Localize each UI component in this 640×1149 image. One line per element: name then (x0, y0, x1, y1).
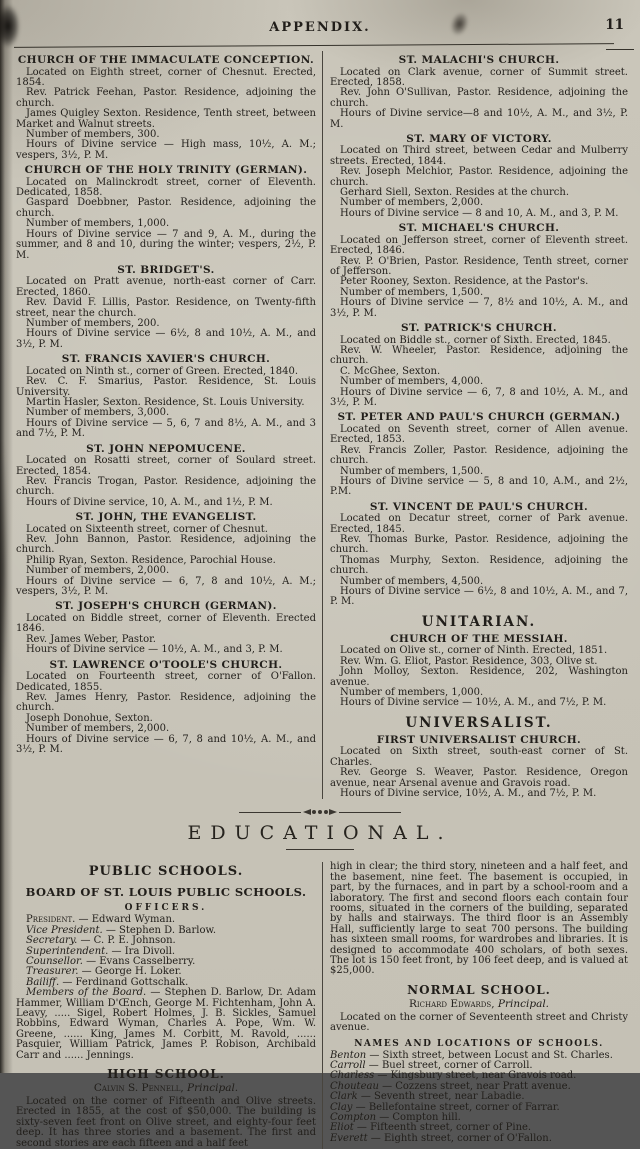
universalist-church-list (330, 735, 628, 800)
church-detail-line: Number of members, 3,000. (26, 407, 170, 419)
church-details (330, 747, 628, 799)
church-detail-line: Hours of Divine service — 10½, A. M., and 3, P. M. (26, 644, 283, 656)
officer-title: Bailiff. (26, 976, 60, 988)
board-members-line (16, 988, 316, 1061)
school-name: Everett (330, 1132, 368, 1144)
officer-title: Vice President. (26, 924, 103, 936)
church-detail-line: Located on Decatur street, corner of Park avenue. Erected, 1845. (330, 513, 628, 535)
school-locations-heading: NAMES AND LOCATIONS OF SCHOOLS. (354, 1038, 604, 1049)
ornament-rule-left (239, 812, 301, 813)
church-detail-line: Hours of Divine service — 5, 6, 7 and 8½, A. M., and 3 and 7½, P. M. (16, 417, 316, 440)
school-name: Compton (330, 1112, 377, 1124)
school-location: — Kingsbury street, near Gravois road. (374, 1070, 577, 1082)
church-detail-line: Located on Fourteenth street, corner of O'Fallon. Dedicated, 1855. (16, 671, 316, 693)
church-details (16, 614, 316, 656)
school-location: — Fifteenth street, corner of Pine. (353, 1122, 532, 1134)
church-name-heading: ST. MALACHI'S CHURCH. (398, 54, 560, 66)
church-detail-line: Number of members, 300. (26, 128, 160, 140)
church-entry (330, 134, 628, 219)
church-detail-line: Number of members, 2,000. (26, 723, 170, 735)
page-number-rule (606, 49, 634, 50)
officer-name: — George H. Loker. (78, 966, 182, 978)
church-detail-line: Hours of Divine service — 6½, 8 and 10½, A. M., and 3½, P. M. (16, 328, 316, 350)
church-detail-line: Peter Rooney, Sexton. Residence, at the Pastor's. (340, 276, 589, 288)
normal-school-description: Located on the corner of Seventeenth street and Christy avenue. (330, 1011, 628, 1034)
board-members-names: — Stephen D. Barlow, Dr. Adam Hammer, William D'Œnch, George M. Fichtenham, John A. Leavy, ..... Sigel, Robert Holmes, J. B. Sickles, Samuel Robbins, Edward Wyman, Charles A. Pope, Wm. W. Greene, ...... King, James M. Corbitt, M. Ravold, ...... Pasquier, William Patrick, James P. Robison, Archibald Carr and ...... Jennings. (16, 987, 316, 1061)
church-detail-line: Hours of Divine service — 8 and 10, A. M., and 3, P. M. (340, 207, 619, 219)
church-detail-line: Number of members, 200. (26, 318, 160, 330)
officers-heading: OFFICERS. (124, 903, 208, 914)
church-detail-line: Number of members, 4,500. (340, 575, 484, 587)
church-detail-line: Rev. Thomas Burke, Pastor. Residence, adjoining the church. (330, 534, 628, 556)
church-detail-line: Rev. John O'Sullivan, Pastor. Residence, adjoining the church. (330, 87, 628, 109)
church-entry (16, 444, 316, 509)
running-head: APPENDIX. (269, 20, 371, 35)
church-detail-line: Gaspard Doebbner, Pastor. Residence, adjoining the church. (16, 197, 316, 219)
church-name-heading: ST. LAWRENCE O'TOOLE'S CHURCH. (49, 658, 283, 671)
church-detail-line: Martin Hasler, Sexton. Residence, St. Louis University. (26, 396, 305, 408)
ornament-dot (312, 810, 316, 814)
church-detail-line: Hours of Divine service — High mass, 10½, A. M.; vespers, 3½, P. M. (16, 139, 316, 161)
church-detail-line: Rev. Francis Trogan, Pastor. Residence, adjoining the church. (16, 475, 316, 498)
unitarian-church-list (330, 634, 628, 709)
church-entry (16, 354, 316, 439)
church-details (16, 277, 316, 350)
church-entry (330, 323, 628, 408)
church-name-heading: ST. FRANCIS XAVIER'S CHURCH. (61, 353, 271, 366)
ornament-dot (324, 810, 328, 814)
church-detail-line: Hours of Divine service — 6½, 8 and 10½, A. M., and 7, P. M. (330, 586, 628, 608)
church-name-heading: ST. JOHN NEPOMUCENE. (86, 442, 246, 455)
page-header (0, 0, 640, 48)
church-detail-line: Located on Biddle street, corner of Eleventh. Erected 1846. (16, 612, 316, 635)
high-school-description: Located on the corner of Fifteenth and Olive streets. Erected in 1855, at the cost of $50,000. The building is sixty-seven feet front on Olive street, and eighty-four feet deep. It has three stories and a basement. The first and second stories are each fifteen and a half feet (16, 1096, 316, 1149)
church-detail-line: Number of members, 2,000. (340, 197, 484, 209)
high-school-principal (16, 1083, 316, 1094)
church-entry (330, 223, 628, 319)
church-details (330, 236, 628, 319)
school-location: — Sixth street, between Locust and St. Charles. (366, 1049, 613, 1061)
church-details (330, 425, 628, 498)
church-detail-line: Hours of Divine service — 7 and 9, A. M., during the summer, and 8 and 10, during the winter; vespers, 2½, P. M. (16, 228, 316, 261)
normal-school-principal (330, 999, 628, 1010)
church-detail-line: Located on Olive st., corner of Ninth. Erected, 1851. (340, 645, 608, 657)
church-detail-line: Hours of Divine service — 10½, A. M., and 7½, P. M. (340, 697, 607, 709)
church-detail-line: Located on Ninth st., corner of Green. Erected, 1840. (26, 365, 299, 377)
church-entry (16, 601, 316, 655)
church-detail-line: Hours of Divine service — 6, 7, 8 and 10½, A. M., and 3½, P. M. (16, 733, 316, 755)
church-entry (330, 735, 628, 800)
churches-right-column (322, 51, 628, 799)
educational-title-rule (286, 849, 354, 850)
church-detail-line: Located on Seventh street, corner of Allen avenue. Erected, 1853. (330, 423, 628, 446)
unitarian-heading: UNITARIAN. (421, 613, 537, 630)
church-detail-line: Number of members, 2,000. (26, 565, 170, 577)
officer-title: Secretary. (26, 935, 78, 947)
church-detail-line: Located on Eighth street, corner of Chesnut. Erected, 1854. (16, 66, 316, 88)
church-detail-line: Rev. P. O'Brien, Pastor. Residence, Tenth street, corner of Jefferson. (330, 255, 628, 277)
church-detail-line: Philip Ryan, Sexton. Residence, Parochial House. (26, 554, 276, 566)
church-entry (330, 55, 628, 130)
church-detail-line: Rev. Francis Zoller, Pastor. Residence, adjoining the church. (330, 444, 628, 467)
church-details (16, 367, 316, 440)
officer-name: — Edward Wyman. (75, 914, 176, 926)
church-details (16, 68, 316, 162)
school-entry (330, 1134, 628, 1144)
church-detail-line: Rev. James Henry, Pastor. Residence, adjoining the church. (16, 691, 316, 714)
church-entry (330, 502, 628, 608)
church-detail-line: Located on Malinckrodt street, corner of Eleventh. Dedicated, 1858. (16, 176, 316, 199)
normal-school-heading: NORMAL SCHOOL. (407, 982, 551, 997)
schools-left-column (16, 862, 322, 1149)
school-name: Clay (330, 1101, 353, 1113)
church-detail-line: James Quigley Sexton. Residence, Tenth street, between Market and Walnut streets. (16, 108, 316, 130)
church-details (330, 68, 628, 130)
board-members-label: Members of the Board. (26, 987, 147, 999)
church-detail-line: Joseph Donohue, Sexton. (26, 712, 153, 724)
school-location: — Buel street, corner of Carroll. (365, 1060, 533, 1072)
board-heading: BOARD OF ST. LOUIS PUBLIC SCHOOLS. (25, 885, 307, 900)
church-name-heading: ST. PETER AND PAUL'S CHURCH (GERMAN.) (337, 411, 621, 424)
schools-section (0, 859, 640, 1149)
ornament-rule-right (339, 812, 401, 813)
ornament-dot (318, 810, 322, 814)
principal-title: Principal. (183, 1082, 239, 1095)
church-detail-line: Located on Third street, between Cedar and Mulberry streets. Erected, 1844. (330, 145, 628, 167)
church-detail-line: Rev. W. Wheeler, Pastor. Residence, adjoining the church. (330, 344, 628, 367)
church-detail-line: Number of members, 1,000. (340, 687, 484, 698)
school-location: — Seventh street, near Labadie. (357, 1091, 525, 1103)
officer-title: President. (26, 914, 76, 926)
church-detail-line: Located on Biddle st., corner of Sixth. Erected, 1845. (340, 334, 611, 346)
churches-section (0, 48, 640, 799)
church-details (16, 672, 316, 755)
church-detail-line: Number of members, 1,500. (340, 286, 484, 298)
school-location: — Bellefontaine street, corner of Farrar. (352, 1101, 560, 1113)
church-name-heading: CHURCH OF THE HOLY TRINITY (GERMAN). (24, 164, 308, 177)
church-name-heading: ST. VINCENT DE PAUL'S CHURCH. (369, 500, 589, 513)
church-entry (16, 265, 316, 350)
church-name-heading: ST. PATRICK'S CHURCH. (401, 322, 557, 335)
page-number: 11 (605, 17, 624, 33)
church-details (330, 146, 628, 219)
church-detail-line: Rev. George S. Weaver, Pastor. Residence, Oregon avenue, near Arsenal avenue and Gravois road. (330, 767, 628, 789)
school-location: — Cozzens street, near Pratt avenue. (378, 1080, 571, 1092)
church-detail-line: Hours of Divine service — 5, 8 and 10, A.M., and 2½, P.M. (330, 475, 628, 498)
church-detail-line: Rev. David F. Lillis, Pastor. Residence, on Twenty-fifth street, near the church. (16, 297, 316, 319)
church-details (330, 336, 628, 409)
church-detail-line: John Molloy, Sexton. Residence, 202, Washington avenue. (330, 666, 628, 688)
church-name-heading: ST. JOSEPH'S CHURCH (GERMAN). (55, 600, 277, 613)
church-detail-line: Rev. James Weber, Pastor. (26, 633, 156, 645)
school-name: Chouteau (330, 1080, 379, 1092)
church-detail-line: Hours of Divine service, 10, A. M., and 1½, P. M. (26, 496, 273, 508)
school-location: — Compton hill. (376, 1112, 461, 1124)
church-detail-line: Hours of Divine service, 10½, A. M., and 7½, P. M. (340, 787, 597, 799)
universalist-heading: UNIVERSALIST. (405, 714, 553, 731)
public-schools-heading: PUBLIC SCHOOLS. (88, 864, 244, 880)
churches-right-list (330, 55, 628, 608)
church-name-heading: FIRST UNIVERSALIST CHURCH. (376, 733, 582, 746)
church-entry (330, 634, 628, 709)
church-name-heading: ST. MARY OF VICTORY. (406, 132, 552, 145)
church-entry (16, 660, 316, 756)
church-detail-line: Hours of Divine service — 6, 7, 8 and 10½, A. M., and 3½, P. M. (330, 386, 628, 408)
principal-title: Principal. (494, 997, 550, 1010)
church-detail-line: Rev. John Bannon, Pastor. Residence, adjoining the church. (16, 534, 316, 556)
school-name: Clark (330, 1091, 358, 1103)
church-detail-line: Gerhard Siell, Sexton. Resides at the church. (340, 187, 570, 199)
church-detail-line: Hours of Divine service—8 and 10½, A. M., and 3½, P. M. (330, 108, 628, 130)
church-entry (16, 512, 316, 597)
church-entry (16, 55, 316, 161)
church-detail-line: Hours of Divine service — 7, 8½ and 10½, A. M., and 3½, P. M. (330, 297, 628, 319)
church-detail-line: Number of members, 1,500. (340, 465, 484, 477)
church-entry (330, 412, 628, 497)
officer-name: — C. P. E. Johnson. (77, 935, 176, 947)
school-location: — Eighth street, corner of O'Fallon. (367, 1132, 552, 1144)
schools-right-column (322, 862, 628, 1149)
church-detail-line: Rev. Wm. G. Eliot, Pastor. Residence, 303, Olive st. (340, 655, 598, 667)
officer-name: — Stephen D. Barlow. (102, 924, 217, 936)
church-details (330, 514, 628, 608)
officer-name: — Evans Casselberry. (82, 955, 196, 967)
church-details (330, 646, 628, 708)
scan-edge-shadow (0, 440, 8, 700)
church-detail-line: C. McGhee, Sexton. (340, 365, 441, 377)
church-details (16, 178, 316, 261)
church-entry (16, 165, 316, 261)
church-detail-line: Located on Rosatti street, corner of Soulard street. Erected, 1854. (16, 455, 316, 477)
header-rule (14, 43, 614, 48)
church-detail-line: Number of members, 4,000. (340, 376, 484, 388)
school-locations-list (330, 1051, 628, 1145)
church-detail-line: Located on Pratt avenue, north-east corner of Carr. Erected, 1860. (16, 276, 316, 298)
church-detail-line: Located on Sixteenth street, corner of Chesnut. (26, 523, 268, 535)
church-detail-line: Rev. Joseph Melchior, Pastor. Residence, adjoining the church. (330, 166, 628, 188)
ornament-arrow-right (329, 809, 337, 815)
ornament-arrow-left (303, 809, 311, 815)
church-detail-line: Thomas Murphy, Sexton. Residence, adjoining the church. (330, 554, 628, 577)
church-detail-line: Located on Jefferson street, corner of Eleventh street. Erected, 1846. (330, 234, 628, 257)
officer-name: — Ferdinand Gottschalk. (59, 976, 189, 988)
church-detail-line: Located on Clark avenue, corner of Summit street. Erected, 1858. (330, 66, 628, 88)
church-name-heading: CHURCH OF THE IMMACULATE CONCEPTION. (17, 54, 315, 66)
school-name: Benton (330, 1049, 367, 1061)
church-detail-line: Located on Sixth street, south-east corner of St. Charles. (330, 746, 628, 768)
church-detail-line: Number of members, 1,000. (26, 218, 170, 230)
officer-title: Counsellor. (26, 955, 83, 967)
educational-section-title: EDUCATIONAL. (187, 822, 453, 845)
church-name-heading: ST. BRIDGET'S. (117, 263, 215, 276)
church-detail-line: Rev. C. F. Smarius, Pastor. Residence, St. Louis University. (16, 376, 316, 398)
church-details (16, 456, 316, 508)
officer-title: Treasurer. (26, 966, 79, 978)
church-name-heading: ST. JOHN, THE EVANGELIST. (75, 511, 257, 524)
church-name-heading: CHURCH OF THE MESSIAH. (390, 632, 568, 645)
section-divider-ornament (225, 809, 415, 815)
church-detail-line: Hours of Divine service — 6, 7, 8 and 10½, A. M.; vespers, 3½, P. M. (16, 575, 316, 598)
church-name-heading: ST. MICHAEL'S CHURCH. (398, 222, 560, 235)
officer-name: — Ira Divoll. (108, 945, 176, 957)
school-name: Eliot (330, 1122, 354, 1134)
church-details (16, 525, 316, 598)
principal-name: Calvin S. Pennell, (93, 1082, 184, 1095)
high-school-heading: HIGH SCHOOL. (107, 1067, 225, 1082)
churches-left-column (16, 51, 322, 799)
school-name: Carroll (330, 1060, 366, 1072)
school-name: Charless (330, 1070, 375, 1082)
high-school-description-continued: high in clear; the third story, nineteen and a half feet, and the basement, nine feet. The basement is occupied, in part, by the furnaces, and in part by a school-room and a laboratory. The first and second floors each contain four rooms, situated in the corners of the building, separated by halls and stairways. The third floor is an Assembly Hall, sufficiently large to seat 700 persons. The building has sixteen small rooms, for wardrobes and libraries. It is designed to accommodate 400 scholars, of both sexes. The lot is 150 feet front, by 106 feet deep, and is valued at $25,000. (330, 861, 628, 977)
officer-title: Superintendent. (26, 945, 109, 957)
principal-name: Richard Edwards, (408, 997, 495, 1010)
church-detail-line: Rev. Patrick Feehan, Pastor. Residence, adjoining the church. (16, 87, 316, 109)
